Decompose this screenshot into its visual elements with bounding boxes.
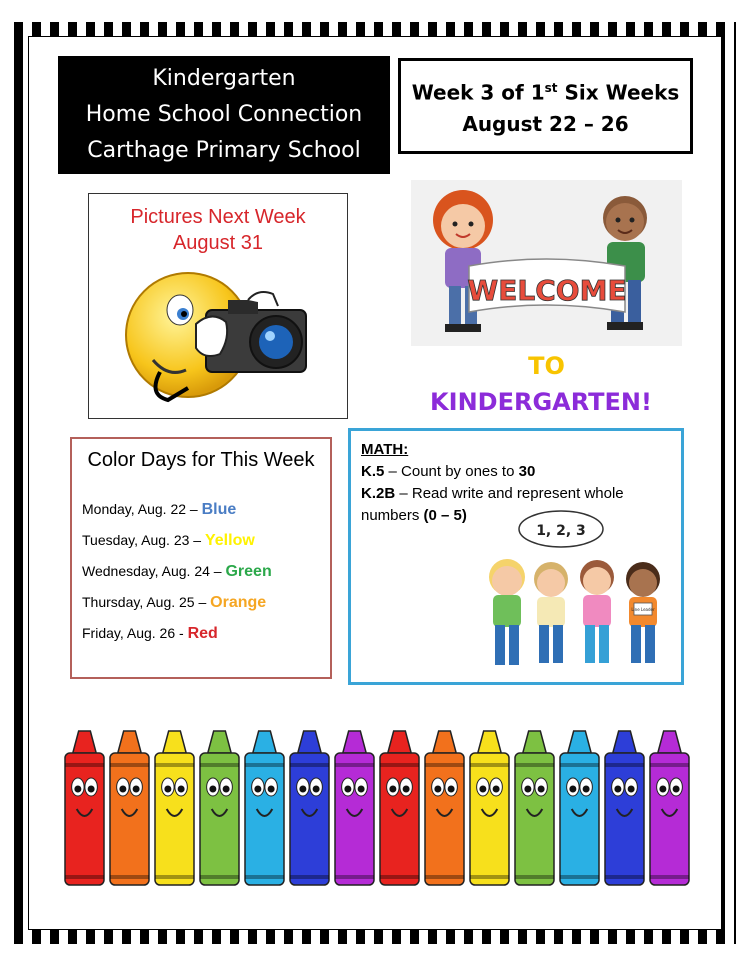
crayon-12 <box>560 731 599 885</box>
week-box <box>398 58 693 154</box>
color-day-label: Tuesday, Aug. 23 – <box>82 532 205 548</box>
color-day-item <box>82 525 330 556</box>
color-day-label: Friday, Aug. 26 - <box>82 625 188 641</box>
crayon-1 <box>65 731 104 885</box>
crayon-10 <box>470 731 509 885</box>
pictures-announcement <box>88 193 348 419</box>
crayon-row <box>62 725 692 890</box>
standard-value: 30 <box>518 463 536 480</box>
crayon-6 <box>290 731 329 885</box>
title-line-3: Carthage Primary School <box>87 138 361 163</box>
crayon-8 <box>380 731 419 885</box>
color-day-item <box>82 618 330 649</box>
week-dates: August 22 – 26 <box>462 112 629 137</box>
week-line-1 <box>401 72 690 109</box>
color-name: Green <box>225 563 272 580</box>
crayon-14 <box>650 731 689 885</box>
color-days-box <box>70 437 332 679</box>
week-six-weeks-text: Six Weeks <box>557 80 680 105</box>
kids-welcome-illustration <box>411 180 682 346</box>
crayon-3 <box>155 731 194 885</box>
color-name: Red <box>187 625 218 642</box>
crayon-2 <box>110 731 149 885</box>
newsletter-title-box <box>58 56 390 174</box>
crayon-7 <box>335 731 374 885</box>
welcome-banner-image <box>411 180 682 346</box>
standard-text: – Read write and represent whole numbers <box>361 485 624 524</box>
week-ordinal-sup: st <box>544 80 558 95</box>
line-leader-badge: Line Leader <box>631 607 655 612</box>
color-days-list <box>82 494 330 649</box>
color-name: Yellow <box>204 532 255 549</box>
pictures-text <box>89 204 347 256</box>
color-day-label: Monday, Aug. 22 – <box>82 501 202 517</box>
welcome-banner-text: WELCOME <box>467 274 627 307</box>
color-day-item <box>82 587 330 618</box>
color-day-item <box>82 556 330 587</box>
standard-value: (0 – 5) <box>423 507 467 524</box>
pictures-line-1: Pictures Next Week <box>130 206 306 228</box>
crayon-11 <box>515 731 554 885</box>
color-day-label: Wednesday, Aug. 24 – <box>82 563 226 579</box>
color-name: Blue <box>201 501 237 518</box>
kindergarten-text: KINDERGARTEN! <box>430 388 652 416</box>
title-line-1: Kindergarten <box>152 66 296 91</box>
crayon-5 <box>245 731 284 885</box>
math-standard-k5 <box>361 461 671 483</box>
pictures-date: August 31 <box>172 232 264 254</box>
week-number-text: Week 3 of 1 <box>411 80 545 105</box>
standard-code: K.2B <box>361 485 396 502</box>
crayon-13 <box>605 731 644 885</box>
standard-text: – Count by ones to <box>384 463 519 480</box>
color-day-label: Thursday, Aug. 25 – <box>82 594 211 610</box>
speech-bubble-text: 1, 2, 3 <box>536 523 586 539</box>
counting-kids-illustration <box>481 507 681 677</box>
color-days-title: Color Days for This Week <box>87 449 315 471</box>
title-line-2: Home School Connection <box>85 102 363 127</box>
math-box <box>348 428 684 685</box>
crayon-4 <box>200 731 239 885</box>
color-day-item <box>82 494 330 525</box>
crayon-9 <box>425 731 464 885</box>
smiley-camera-icon <box>108 260 328 410</box>
to-text: TO <box>528 352 565 380</box>
color-name: Orange <box>210 594 267 611</box>
standard-code: K.5 <box>361 463 385 480</box>
math-heading: MATH: <box>361 441 409 458</box>
